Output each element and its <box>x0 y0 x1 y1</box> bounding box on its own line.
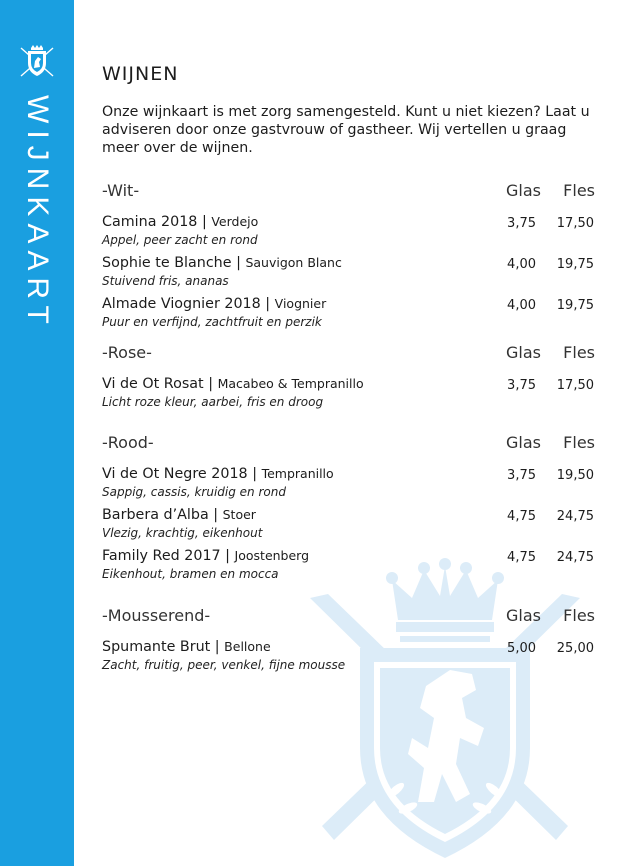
fles-header: Fles <box>563 433 595 452</box>
section-header <box>102 343 598 365</box>
wine-grape: Macabeo & Tempranillo <box>217 376 364 391</box>
wine-title-line: Almade Viognier 2018 | Viognier <box>102 296 327 312</box>
wine-title-line: Spumante Brut | Bellone <box>102 639 271 655</box>
wine-name: Almade Viognier 2018 <box>102 296 261 312</box>
wine-description: Appel, peer zacht en rond <box>102 233 258 247</box>
sidebar-title: WIJNKAART <box>21 95 54 331</box>
wine-description: Licht roze kleur, aarbei, fris en droog <box>102 395 324 409</box>
wine-name: Vi de Ot Rosat <box>102 376 204 392</box>
wine-description: Stuivend fris, ananas <box>102 274 229 288</box>
intro-text: Onze wijnkaart is met zorg samengesteld. Kunt u niet kiezen? Laat u adviseren door onze gastvrouw of gastheer. Wij vertellen u graag meer over de wijnen. <box>102 104 590 156</box>
price-glass: 5,00 <box>507 641 536 656</box>
wine-name: Camina 2018 <box>102 214 198 230</box>
wine-title-line: Camina 2018 | Verdejo <box>102 214 259 230</box>
price-bottle: 25,00 <box>556 641 594 656</box>
glas-header: Glas <box>506 433 541 452</box>
fles-header: Fles <box>563 606 595 625</box>
price-bottle: 17,50 <box>556 378 594 393</box>
wine-title-line: Barbera d’Alba | Stoer <box>102 507 256 523</box>
glas-header: Glas <box>506 343 541 362</box>
crest-watermark-icon <box>300 558 590 866</box>
wine-description: Vlezig, krachtig, eikenhout <box>102 526 263 540</box>
wine-section <box>102 433 598 588</box>
wine-grape: Viognier <box>274 296 327 311</box>
sidebar <box>0 0 74 866</box>
wine-description: Zacht, fruitig, peer, venkel, fijne mousse <box>102 658 346 672</box>
wine-grape: Verdejo <box>211 214 259 229</box>
wine-description: Sappig, cassis, kruidig en rond <box>102 485 286 499</box>
wine-name: Family Red 2017 <box>102 548 221 564</box>
wine-item <box>102 466 598 506</box>
wine-item <box>102 376 598 416</box>
wine-name: Vi de Ot Negre 2018 <box>102 466 248 482</box>
fles-header: Fles <box>563 181 595 200</box>
wine-grape: Bellone <box>224 639 271 654</box>
price-glass: 4,00 <box>507 257 536 272</box>
glas-header: Glas <box>506 181 541 200</box>
glas-header: Glas <box>506 606 541 625</box>
wine-section <box>102 343 598 416</box>
wine-title-line: Sophie te Blanche | Sauvigon Blanc <box>102 255 342 271</box>
wine-section <box>102 606 598 679</box>
wine-item <box>102 507 598 547</box>
fles-header: Fles <box>563 343 595 362</box>
wine-title-line: Vi de Ot Rosat | Macabeo & Tempranillo <box>102 376 364 392</box>
wine-item <box>102 214 598 254</box>
wine-title-line: Family Red 2017 | Joostenberg <box>102 548 310 564</box>
price-bottle: 17,50 <box>556 216 594 231</box>
price-glass: 4,75 <box>507 509 536 524</box>
wine-name: Barbera d’Alba <box>102 507 209 523</box>
price-glass: 3,75 <box>507 468 536 483</box>
wine-title-line: Vi de Ot Negre 2018 | Tempranillo <box>102 466 334 482</box>
price-bottle: 19,75 <box>556 298 594 313</box>
wine-item <box>102 639 598 679</box>
section-name: -Rood- <box>102 433 154 452</box>
wine-item <box>102 296 598 336</box>
crest-icon <box>17 44 57 80</box>
price-glass: 4,75 <box>507 550 536 565</box>
wine-grape: Sauvigon Blanc <box>245 255 342 270</box>
price-bottle: 19,50 <box>556 468 594 483</box>
section-header <box>102 433 598 455</box>
wine-grape: Joostenberg <box>234 548 310 563</box>
price-glass: 3,75 <box>507 216 536 231</box>
section-header <box>102 181 598 203</box>
wine-name: Sophie te Blanche <box>102 255 232 271</box>
page-title: WIJNEN <box>102 63 179 85</box>
wine-section <box>102 181 598 336</box>
wine-grape: Stoer <box>222 507 256 522</box>
wine-grape: Tempranillo <box>261 466 334 481</box>
wine-item <box>102 548 598 588</box>
section-header <box>102 606 598 628</box>
price-glass: 4,00 <box>507 298 536 313</box>
price-bottle: 19,75 <box>556 257 594 272</box>
wine-description: Eikenhout, bramen en mocca <box>102 567 279 581</box>
price-glass: 3,75 <box>507 378 536 393</box>
wine-name: Spumante Brut <box>102 639 211 655</box>
wine-item <box>102 255 598 295</box>
section-name: -Mousserend- <box>102 606 211 625</box>
price-bottle: 24,75 <box>556 509 594 524</box>
wine-description: Puur en verfijnd, zachtfruit en perzik <box>102 315 322 329</box>
price-bottle: 24,75 <box>556 550 594 565</box>
section-name: -Rose- <box>102 343 152 362</box>
section-name: -Wit- <box>102 181 140 200</box>
